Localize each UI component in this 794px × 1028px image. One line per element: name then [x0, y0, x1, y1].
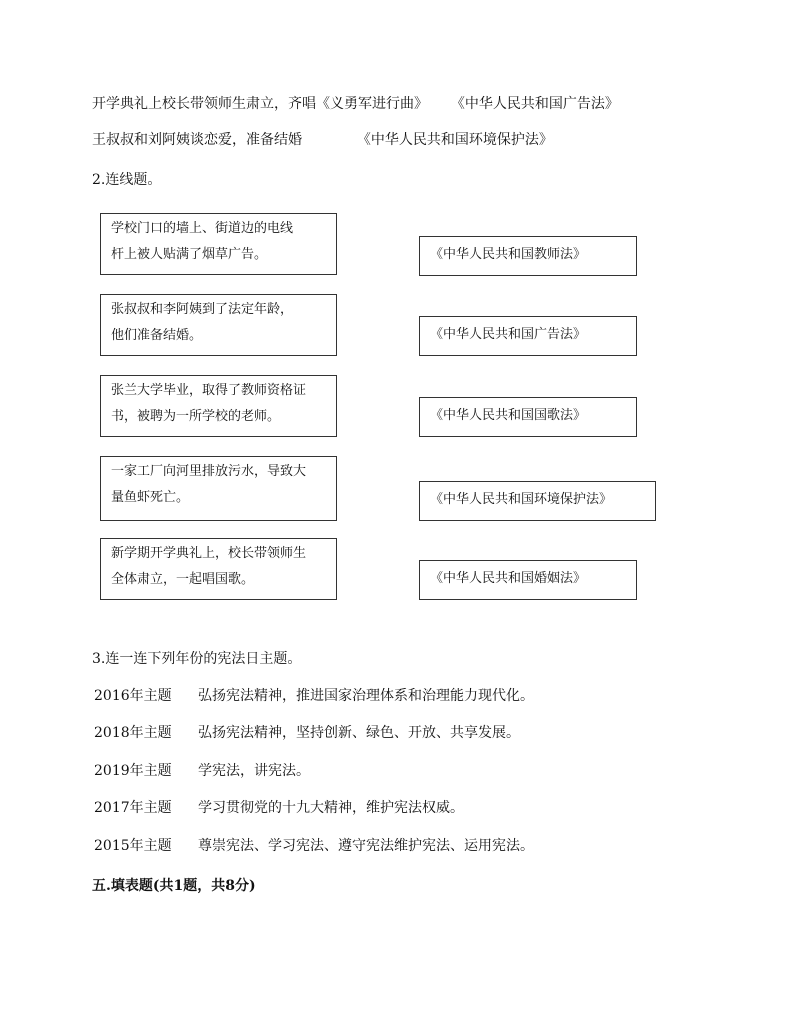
theme-row — [94, 798, 464, 818]
scenario-line: 全体肃立，一起唱国歌。 — [111, 572, 255, 587]
theme-row — [94, 761, 310, 781]
scenario-line: 他们准备结婚。 — [111, 328, 203, 343]
top-line-2 — [92, 130, 553, 150]
q3-title: 3.连一连下列年份的宪法日主题。 — [92, 651, 302, 667]
section5-title: 五.填表题(共1题，共8分) — [92, 878, 256, 894]
law-box: 《中华人民共和国婚姻法》 — [419, 560, 637, 600]
scenario-box — [100, 538, 337, 600]
scenario-line: 张叔叔和李阿姨到了法定年龄， — [111, 302, 294, 317]
scenario-line: 张兰大学毕业，取得了教师资格证 — [111, 383, 307, 398]
top-line-2-right: 《中华人民共和国环境保护法》 — [356, 132, 553, 148]
theme-row — [94, 836, 534, 856]
theme-text: 尊崇宪法、学习宪法、遵守宪法维护宪法、运用宪法。 — [198, 838, 534, 854]
theme-text: 学习贯彻党的十九大精神，维护宪法权威。 — [198, 800, 464, 816]
scenario-box — [100, 375, 337, 437]
theme-text: 弘扬宪法精神，坚持创新、绿色、开放、共享发展。 — [198, 725, 520, 741]
scenario-box — [100, 294, 337, 356]
scenario-line: 新学期开学典礼上，校长带领师生 — [111, 546, 307, 561]
law-box: 《中华人民共和国环境保护法》 — [419, 481, 656, 521]
top-line-2-left: 王叔叔和刘阿姨谈恋爱，准备结婚 — [92, 132, 302, 148]
theme-text: 弘扬宪法精神，推进国家治理体系和治理能力现代化。 — [198, 688, 534, 704]
q2-title: 2.连线题。 — [92, 172, 162, 188]
scenario-box — [100, 213, 337, 275]
theme-year: 2018年主题 — [94, 725, 172, 741]
theme-row — [94, 723, 520, 743]
law-box: 《中华人民共和国国歌法》 — [419, 397, 637, 437]
theme-year: 2015年主题 — [94, 838, 172, 854]
scenario-line: 一家工厂向河里排放污水，导致大 — [111, 464, 307, 479]
theme-year: 2017年主题 — [94, 800, 172, 816]
scenario-line: 书，被聘为一所学校的老师。 — [111, 409, 281, 424]
top-line-1-right: 《中华人民共和国广告法》 — [450, 96, 619, 112]
scenario-line: 杆上被人贴满了烟草广告。 — [111, 247, 268, 262]
law-box: 《中华人民共和国教师法》 — [419, 236, 637, 276]
theme-year: 2019年主题 — [94, 763, 172, 779]
scenario-box — [100, 456, 337, 521]
theme-row — [94, 686, 534, 706]
top-line-1-left: 开学典礼上校长带领师生肃立，齐唱《义勇军进行曲》 — [92, 96, 428, 112]
law-box: 《中华人民共和国广告法》 — [419, 316, 637, 356]
theme-text: 学宪法，讲宪法。 — [198, 763, 310, 779]
scenario-line: 学校门口的墙上、街道边的电线 — [111, 221, 294, 236]
top-line-1 — [92, 94, 619, 114]
scenario-line: 量鱼虾死亡。 — [111, 490, 190, 505]
theme-year: 2016年主题 — [94, 688, 172, 704]
